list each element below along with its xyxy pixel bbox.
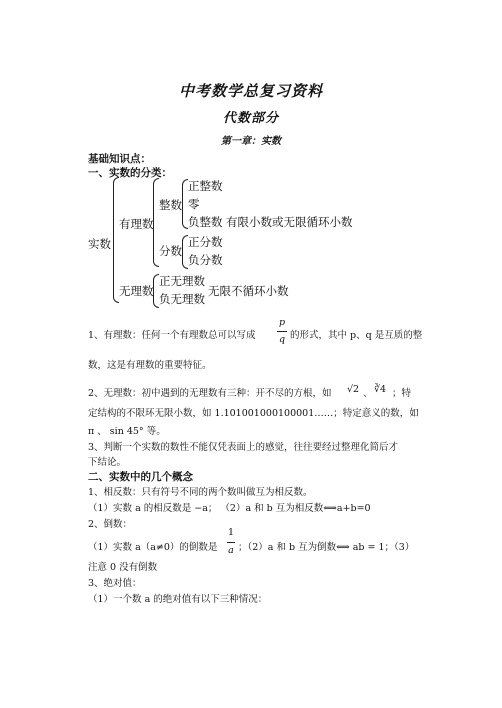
document-title: 中考数学总复习资料 bbox=[178, 82, 323, 100]
cbrt-four: ∛4 bbox=[374, 384, 387, 395]
frac-one: 1 bbox=[227, 527, 235, 538]
para-irrational-d: π 、 sin 45° 等。 bbox=[88, 426, 166, 437]
basics-heading: 基础知识点： bbox=[88, 153, 151, 165]
para-judge-b: 下结论。 bbox=[88, 457, 127, 468]
tree-pos-irr: 正无理数 bbox=[159, 274, 205, 288]
para-rational-c: 数，这是有理数的重要特征。 bbox=[88, 360, 212, 371]
chapter-title: 第一章：实数 bbox=[221, 136, 281, 147]
para-rational-b: 的形式，其中 p、q 是互质的整 bbox=[290, 330, 423, 341]
frac-q: q bbox=[278, 334, 286, 345]
comma-sep: 、 bbox=[363, 388, 373, 399]
concept-absolute: 3、绝对值： bbox=[88, 578, 142, 589]
concept-reciprocal: 2、倒数： bbox=[88, 519, 133, 530]
para-irrational-a: 2、无理数：初中遇到的无理数有三种：开不尽的方根，如 bbox=[88, 388, 332, 399]
concept-reciprocal-sub-b: ；（2）a 和 b 互为倒数⟺ ab = 1；（3） bbox=[238, 542, 415, 553]
frac-bar-pq bbox=[277, 331, 287, 332]
concept-opposite-sub: （1）实数 a 的相反数是 −a； （2）a 和 b 互为相反数⟺a+b=0 bbox=[88, 503, 371, 514]
sqrt-two: √2 bbox=[347, 384, 360, 395]
concept-opposite: 1、相反数：只有符号不同的两个数叫做互为相反数。 bbox=[88, 487, 313, 498]
tree-pos-frac: 正分数 bbox=[188, 235, 223, 249]
para-irrational-c: 定结构的不限环无限小数，如 1.101001000100001……；特定意义的数，如 bbox=[88, 408, 419, 419]
concept-absolute-sub: （1）一个数 a 的绝对值有以下三种情况： bbox=[88, 594, 268, 605]
para-irrational-b: ；特 bbox=[392, 388, 412, 399]
document-subtitle: 代数部分 bbox=[222, 111, 279, 126]
tree-fraction: 分数 bbox=[159, 244, 182, 258]
tree-irrational-note: 无限不循环小数 bbox=[208, 284, 289, 298]
tree-rational: 有理数 bbox=[119, 217, 154, 231]
tree-zero: 零 bbox=[188, 197, 200, 211]
concept-reciprocal-sub-a: （1）实数 a（a≠0）的倒数是 bbox=[88, 542, 218, 553]
tree-pos-int: 正整数 bbox=[188, 179, 223, 193]
para-rational-a: 1、有理数：任何一个有理数总可以写成 bbox=[88, 330, 256, 341]
frac-bar-1a bbox=[227, 542, 235, 543]
classification-heading: 一、实数的分类： bbox=[88, 167, 172, 179]
tree-real: 实数 bbox=[88, 237, 111, 251]
concepts-heading: 二、实数中的几个概念 bbox=[88, 471, 193, 483]
tree-neg-frac: 负分数 bbox=[188, 253, 223, 267]
tree-irrational: 无理数 bbox=[119, 284, 154, 298]
frac-p: p bbox=[278, 317, 286, 328]
frac-a: a bbox=[228, 545, 234, 556]
tree-neg-int: 负整数 bbox=[188, 215, 223, 229]
para-judge-a: 3、判断一个实数的数性不能仅凭表面上的感觉，往往要经过整理化简后才 bbox=[88, 442, 399, 453]
tree-neg-irr: 负无理数 bbox=[159, 292, 205, 306]
concept-reciprocal-note: 注意 0 没有倒数 bbox=[88, 562, 158, 573]
tree-integer: 整数 bbox=[159, 198, 182, 212]
tree-rational-note: 有限小数或无限循环小数 bbox=[226, 215, 353, 229]
